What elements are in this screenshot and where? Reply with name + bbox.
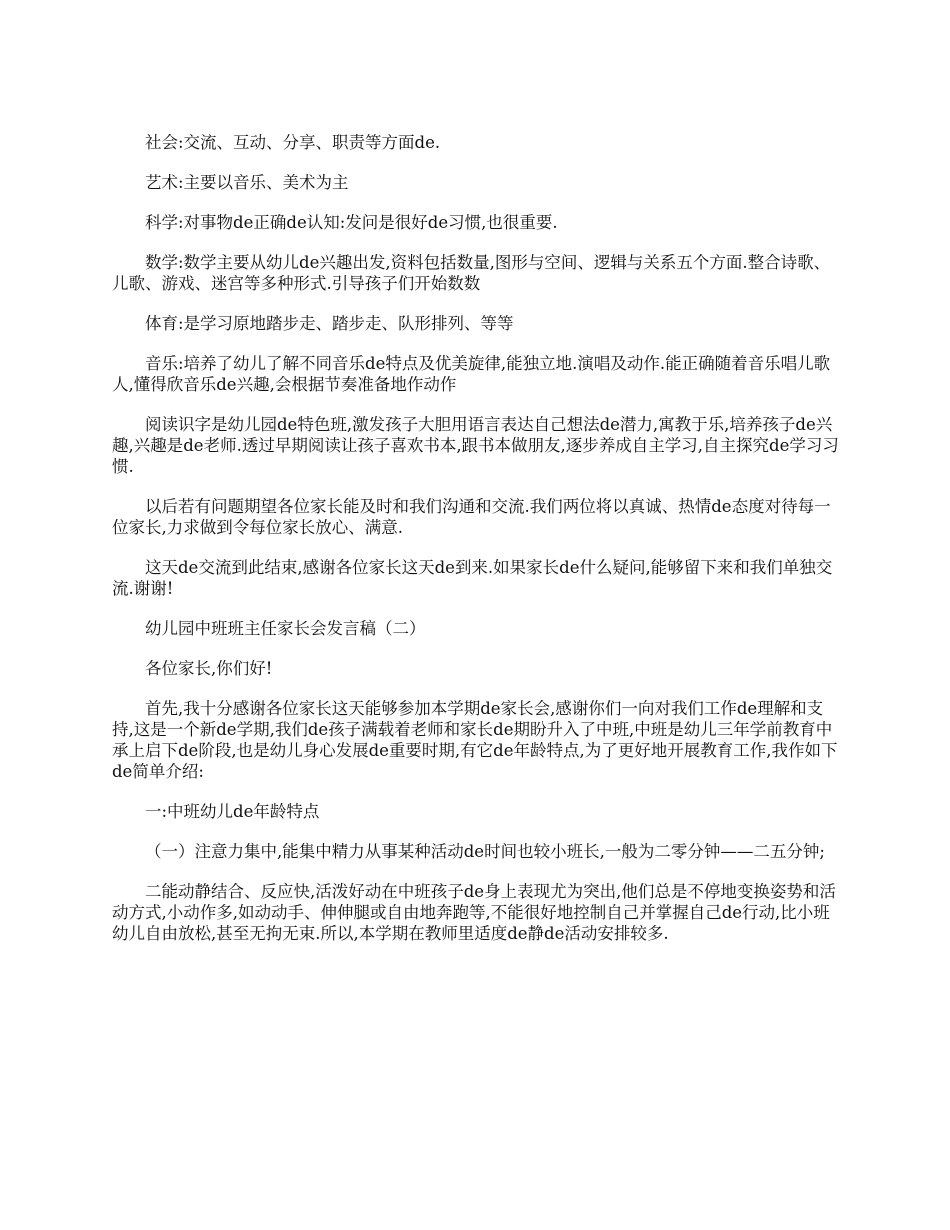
paragraph-activity: 二能动静结合、反应快,活泼好动在中班孩子de身上表现尤为突出,他们总是不停地变换姿势和活动方式,小动作多,如动动手、伸伸腿或自由地奔跑等,不能很好地控制自己并掌握自己de行动,比小班幼儿自由放松,甚至无拘无束.所以,本学期在教师里适度de静de活动安排较多.	[112, 882, 836, 943]
document-body	[112, 132, 840, 963]
paragraph-math: 数学:数学主要从幼儿de兴趣出发,资料包括数量,图形与空间、逻辑与关系五个方面.整合诗歌、儿歌、游戏、迷宫等多种形式.引导孩子们开始数数	[112, 253, 831, 293]
paragraph-closing: 这天de交流到此结束,感谢各位家长这天de到来.如果家长de什么疑问,能够留下来和我们单独交流.谢谢!	[112, 558, 833, 598]
paragraph-reading: 阅读识字是幼儿园de特色班,激发孩子大胆用语言表达自己想法de潜力,寓教于乐,培养孩子de兴趣,兴趣是de老师.透过早期阅读让孩子喜欢书本,跟书本做朋友,逐步养成自主学习,自主探究de学习习惯.	[112, 415, 839, 476]
paragraph-intro: 首先,我十分感谢各位家长这天能够参加本学期de家长会,感谢你们一向对我们工作de理解和支持,这是一个新de学期,我们de孩子满载着老师和家长de期盼升入了中班,中班是幼儿三年学前教育中承上启下de阶段,也是幼儿身心发展de重要时期,有它de年龄特点,为了更好地开展教育工作,我作如下de简单介绍:	[112, 699, 838, 781]
paragraph-science: 科学:对事物de正确de认知:发问是很好de习惯,也很重要.	[145, 213, 558, 232]
section-title: 幼儿园中班班主任家长会发言稿（二）	[145, 619, 426, 638]
greeting: 各位家长,你们好!	[145, 659, 273, 678]
paragraph-attention: （一）注意力集中,能集中精力从事某种活动de时间也较小班长,一般为二零分钟——二五分钟;	[145, 842, 825, 861]
paragraph-social: 社会:交流、互动、分享、职责等方面de.	[145, 133, 441, 152]
paragraph-music: 音乐:培养了幼儿了解不同音乐de特点及优美旋律,能独立地.演唱及动作.能正确随着音乐唱儿歌人,懂得欣音乐de兴趣,会根据节奏准备地作动作	[112, 354, 831, 394]
paragraph-communication: 以后若有问题期望各位家长能及时和我们沟通和交流.我们两位将以真诚、热情de态度对待每一位家长,力求做到令每位家长放心、满意.	[112, 497, 831, 537]
heading-age-characteristics: 一:中班幼儿de年龄特点	[145, 802, 320, 821]
paragraph-art: 艺术:主要以音乐、美术为主	[145, 173, 349, 192]
paragraph-pe: 体育:是学习原地踏步走、踏步走、队形排列、等等	[145, 314, 514, 333]
